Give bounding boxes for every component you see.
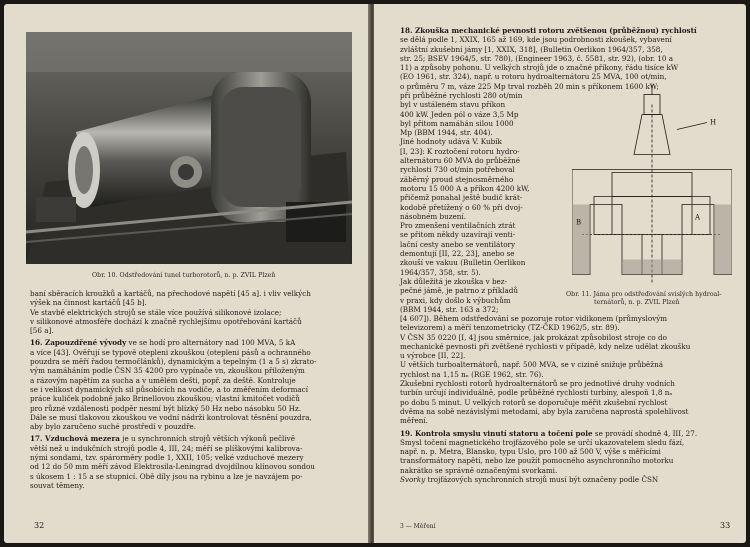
text-line: se přitom někdy uzavírají venti-	[400, 230, 516, 240]
figure-11-pit-diagram	[572, 82, 732, 292]
figure-10-photo	[26, 32, 352, 264]
text-line: ve se hodí pro alternátory nad 100 MVA, 5 kA	[128, 338, 296, 348]
text-line: demontují [II, 22, 23], anebo se	[400, 249, 515, 259]
text-line: záběrný proud stejnosměrného	[400, 174, 514, 184]
left-page	[4, 4, 370, 543]
text-line: u výrobce [II, 22].	[400, 351, 466, 361]
text-line: kodobě přetížený o 60 % při dvoj-	[400, 202, 523, 212]
caption-line: Obr. 11. Jáma pro odstřeďování svislých hydroal-	[566, 291, 722, 298]
section-18-title-rest: (průběžnou) rychlostí	[609, 26, 697, 35]
text-line: je u synchronních strojů větších výkonů pečlivě	[122, 434, 295, 444]
text-line: aby bylo zaručeno suché prostředí v pouzdře.	[30, 422, 197, 432]
text-line: transformátory napětí, nebo lze použít pomocného asynchronního motorku	[400, 456, 674, 466]
text-line: alternátoru 60 MVA do průběžné	[400, 156, 521, 166]
section-19-last-line	[400, 475, 736, 484]
text-line: v silikonové atmosféře dochází k značně rychlejšímu opotřebování kartáčů	[30, 316, 302, 326]
text-line: str. 25; BSEV 1964/5, str. 780), (Engineer 1963, č. 5581, str. 92), (obr. 10 a	[400, 53, 674, 63]
text-line: motoru 15 000 A a příkon 4200 kW,	[400, 183, 530, 193]
text-line: souvat těmeny.	[30, 480, 85, 490]
italic-term: Svorky	[400, 475, 426, 485]
text-line: měření.	[400, 416, 428, 426]
text-line: při průběžné rychlosti 280 ot/min	[400, 91, 523, 100]
text-line: (EO 1961, str. 324), např. u rotoru hydroalternátoru 25 MVA, 100 ot/min,	[400, 72, 667, 82]
text-line: zvláštní zkušební jámy [1, XXIX, 318], (Bulletin Oerlikon 1964/357, 358,	[400, 44, 663, 54]
text-line: Jak důležitá je zkouška v bez-	[400, 276, 508, 286]
section-18-title: 18. Zkouška mechanické pevnosti rotoru zvětšenou	[400, 26, 607, 35]
text-line: vým namáháním podle ČSN 35 4200 pro vypínače vn, zkouškou přiloženým	[30, 366, 305, 376]
figure-11-caption	[566, 291, 738, 307]
text-line: byl přitom namáhán silou 1000	[400, 118, 514, 128]
text-line: větší než u indukčních strojů podle 4, III, 24; měří se plíškovými kalibrova-	[30, 443, 303, 453]
text-line: turbín určují individuálně, podle průběžné rychlosti turbíny, alespoň 1,8 nₙ	[400, 388, 673, 398]
text-line: (BBM 1944, str. 163 a 372;	[400, 304, 499, 314]
section-16-title: 16. Zapouzdřené vývody	[30, 338, 127, 348]
text-line: nakrátko se správně označenými svorkami.	[400, 465, 558, 475]
text-line: U větších turboalternátorů, např. 500 MVA, se v cizině snižuje průběžná	[400, 360, 664, 370]
text-line: 1964/357, 358, str. 5).	[400, 267, 481, 277]
text-line: dvěma na sobě nezávislými metodami, aby byla zaručena naprostá spolehlivost	[400, 406, 689, 416]
turborotor-photo-illustration	[26, 32, 352, 264]
text-line: 11) a způsoby pohonu. U velkých strojů jde o značné příkony, řádu tisíce kW	[400, 63, 679, 73]
text-line: byl v ustáleném stavu příkon	[400, 100, 506, 110]
right-lower-text	[400, 314, 736, 484]
text-line: od 12 do 50 mm měří závod Elektrosila-Leningrad dvojdílnou klínovou sondou	[30, 462, 315, 472]
diagram-label-h: H	[710, 118, 717, 127]
section-17-title: 17. Vzduchová mezera	[30, 434, 120, 444]
text-line: [56 a].	[30, 326, 54, 336]
text-line: trojfázových synchronních strojů musí být označeny podle ČSN	[427, 475, 659, 485]
diagram-label-a: A	[695, 213, 701, 222]
page-number-left: 32	[34, 521, 45, 530]
text-line: např. n. p. Metra, Blansko, typu Uslo, pro 100 až 500 V, výše s měřicími	[400, 447, 661, 457]
text-line: [I, 23]: K roztočení rotoru hydro-	[400, 146, 520, 156]
page-number-right: 33	[720, 521, 731, 530]
text-line: přičemž ponahal ještě budič krát-	[400, 193, 523, 203]
right-page	[374, 4, 746, 543]
caption-line: ternátorů, n. p. ZVIL Plzeň	[594, 299, 680, 306]
section-18-first-line	[400, 26, 736, 35]
text-line: televizorem) a měří tenzometricky (TZ-ČKD 1962/5, str. 89).	[400, 323, 620, 333]
text-line: se dělá podle 1, XXIX, 165 až 169, kde jsou podrobnosti zkoušek, vybavení	[400, 35, 672, 45]
section-16-first-line	[30, 338, 352, 347]
text-line: Dále se musí tlakovou zkouškou ve vodní nádrži kontrolovat těsnění pouzdra,	[30, 412, 312, 422]
text-line: Mp (BBM 1944, str. 404).	[400, 128, 493, 138]
text-line: baní sběracích kroužků a kartáčů, na přechodové napětí [45 a]. i vliv velkých	[30, 289, 311, 298]
text-line: rychlosti 730 ot/min potřeboval	[400, 165, 515, 175]
text-line: a rázovým napětím za sucha a v umělém dešti, popř. za deště. Kontroluje	[30, 375, 296, 385]
book-spread	[4, 4, 746, 543]
figure-10-caption: Obr. 10. Odstředování tunel turborotorů, n. p. ZVIL Plzeň	[92, 272, 276, 279]
text-line: Pro zmenšení ventilačních ztrát	[400, 221, 516, 231]
text-line: se provádí shodně 4, III, 27.	[594, 428, 698, 438]
text-line: 400 kW. Jeden pól o váze 3,5 Mp	[400, 109, 519, 119]
text-line: nými sondami, tzv. spárorměry podle 1, XXII, 105; velké vzduchové mezery	[30, 453, 304, 463]
text-line: rychlost na 1,15 nₙ (RGE 1962, str. 76).	[400, 369, 544, 379]
text-line: V ČSN 35 0220 [I, 4] jsou směrnice, jak prokázat způsobilost stroje co do	[400, 332, 667, 342]
section-19-first-line	[400, 429, 736, 438]
text-line: Smysl točení magnetického trojfázového pole se určí ukazovatelem sledu fází,	[400, 437, 685, 447]
text-line: s úkosem 1 : 15 a se stupnicí. Obě díly jsou na rybinu a lze je navzájem po-	[30, 471, 303, 481]
page-footer: 3 — Měření	[400, 523, 436, 530]
text-line: Ve stavbě elektrických strojů se stále více používá silikonové izolace;	[30, 307, 282, 317]
text-line: pouzdra se měří řadou termočlánků), dynamickým a tepelným (1 a 5 s) zkrato-	[30, 357, 317, 367]
text-line: v praxi, kdy došlo k výbuchům	[400, 295, 511, 305]
left-text-column	[30, 289, 352, 490]
section-17-first-line	[30, 434, 352, 443]
text-line: násobném buzení.	[400, 211, 466, 221]
section-19-title: 19. Kontrola smyslu vinutí statoru a točení pole	[400, 428, 593, 438]
text-line: výšek na činnost kartáčů [45 b].	[30, 298, 147, 308]
text-line: lační cesty anebo se ventilátory	[400, 239, 516, 249]
diagram-label-b: B	[576, 218, 582, 227]
text-line: [4 607]). Během odstředování se pozoruje rotor vidikonem (průmyslovým	[400, 314, 668, 323]
text-line: práce kuliček podobně jako Brinellovou zkouškou; vlastní kmitočet vodičů	[30, 394, 300, 404]
text-line: se i velikost dynamických sil působících na vodiče, a to změřením deformací	[30, 384, 308, 394]
text-line: a více [43]. Ověřují se typově otepleni zkouškou (otepleni pásů a ochranného	[30, 347, 311, 357]
text-line: Jiné hodnoty udává V. Kubík	[400, 137, 502, 147]
text-line: Zkušební rychlosti rotorů hydroalternátorů se pro jednotlivé druhy vodních	[400, 379, 675, 389]
text-line: pečné jámě, je patrno z příkladů	[400, 286, 518, 296]
text-line: pro různé vzdálenosti podpěr nesmí být blízký 50 Hz nebo násobku 50 Hz.	[30, 403, 302, 413]
text-line: zkouší ve vakuu (Bulletin Oerlikon	[400, 258, 526, 268]
text-line: po dobu 5 minut. U velkých rotorů se doporučuje měřit zkušební rychlost	[400, 397, 668, 407]
right-narrow-text	[400, 91, 556, 314]
text-line: mechanické pevnosti při zvětšené rychlosti v případě, kdy nelze udělat zkoušku	[400, 341, 691, 351]
text-line: o průměru 7 m, váze 225 Mp trval rozběh 20 min s příkonem 1600 kW;	[400, 81, 659, 91]
